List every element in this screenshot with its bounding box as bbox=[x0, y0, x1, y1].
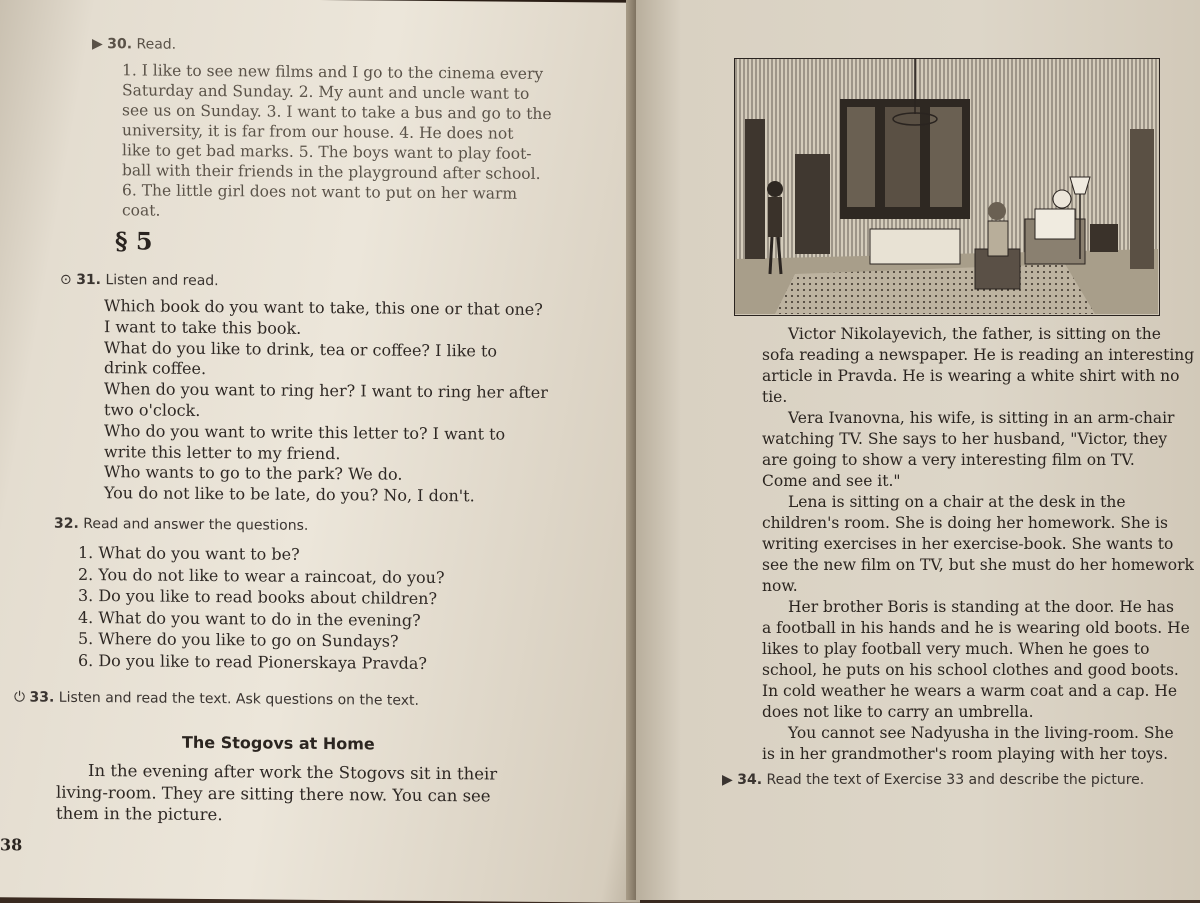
text-line: drink coffee. bbox=[104, 358, 207, 379]
exercise-number: 31. bbox=[76, 271, 101, 289]
exercise-30-heading bbox=[92, 36, 176, 53]
text-line: a football in his hands and he is wearing old boots. He bbox=[762, 619, 1190, 637]
exercise-32-questions bbox=[78, 542, 445, 674]
text-line: university, it is far from our house. 4. He does not bbox=[122, 121, 514, 143]
question-item: 4. What do you want to do in the evening? bbox=[78, 607, 421, 630]
text-line: Lena is sitting on a chair at the desk in the bbox=[788, 493, 1126, 511]
text-line: watching TV. She says to her husband, "Victor, they bbox=[762, 430, 1168, 448]
text-line: tie. bbox=[762, 388, 788, 406]
exercise-instruction: Read and answer the questions. bbox=[83, 515, 309, 534]
text-line: Come and see it." bbox=[762, 472, 901, 490]
text-line: You cannot see Nadyusha in the living-room. She bbox=[788, 724, 1174, 742]
text-line: Who wants to go to the park? We do. bbox=[104, 462, 403, 485]
text-line: I want to take this book. bbox=[104, 316, 302, 338]
exercise-instruction: Read the text of Exercise 33 and describe the picture. bbox=[766, 772, 1145, 788]
text-line: like to get bad marks. 5. The boys want to play foot- bbox=[122, 141, 532, 163]
section-heading: § 5 bbox=[115, 226, 153, 256]
text-line: children's room. She is doing her homework. She is bbox=[762, 514, 1168, 532]
text-line: see us on Sunday. 3. I want to take a bus and go to the bbox=[122, 101, 552, 124]
text-line: coat. bbox=[122, 201, 161, 220]
exercise-number: 32. bbox=[54, 515, 79, 532]
exercise-number: 33. bbox=[29, 689, 55, 706]
text-line: sofa reading a newspaper. He is reading an interesting bbox=[762, 346, 1195, 364]
exercise-number: 34. bbox=[737, 772, 763, 788]
triangle-icon: ▶ bbox=[722, 772, 733, 788]
text-title: The Stogovs at Home bbox=[182, 732, 375, 754]
exercise-instruction: Read. bbox=[136, 36, 177, 53]
listen-icon: ⏻ bbox=[14, 689, 26, 706]
text-line: Which book do you want to take, this one or that one? bbox=[104, 296, 543, 319]
text-line: 1. I like to see new films and I go to the cinema every bbox=[122, 61, 544, 83]
exercise-31-text bbox=[104, 296, 548, 508]
question-item: 6. Do you like to read Pionerskaya Pravda? bbox=[78, 650, 427, 673]
text-line: write this letter to my friend. bbox=[104, 441, 341, 463]
listen-icon: ⊙ bbox=[60, 271, 72, 288]
story-text bbox=[762, 324, 1194, 765]
text-line: Saturday and Sunday. 2. My aunt and uncle want to bbox=[122, 81, 530, 103]
text-line: You do not like to be late, do you? No, I don't. bbox=[104, 483, 475, 506]
text-line: Her brother Boris is standing at the door. He has bbox=[788, 598, 1174, 616]
exercise-31-heading bbox=[60, 272, 219, 289]
text-line: 6. The little girl does not want to put on her warm bbox=[122, 181, 518, 203]
text-line: ball with their friends in the playground after school. bbox=[122, 161, 541, 183]
exercise-34-heading bbox=[722, 772, 1144, 788]
page-number: 38 bbox=[0, 835, 23, 855]
question-item: 1. What do you want to be? bbox=[78, 542, 300, 564]
exercise-instruction: Listen and read. bbox=[105, 272, 219, 290]
exercise-instruction: Listen and read the text. Ask questions on the text. bbox=[58, 689, 419, 709]
text-line: now. bbox=[762, 577, 798, 595]
text-line: see the new film on TV, but she must do her homework bbox=[762, 556, 1194, 574]
text-line: them in the picture. bbox=[56, 803, 223, 825]
question-item: 3. Do you like to read books about children? bbox=[78, 585, 438, 609]
question-item: 2. You do not like to wear a raincoat, do you? bbox=[78, 564, 445, 587]
text-line: What do you like to drink, tea or coffee? I like to bbox=[104, 337, 498, 361]
question-item: 5. Where do you like to go on Sundays? bbox=[78, 628, 399, 651]
triangle-icon: ▶ bbox=[92, 36, 103, 53]
text-line: Vera Ivanovna, his wife, is sitting in an arm-chair bbox=[788, 409, 1175, 427]
exercise-number: 30. bbox=[107, 36, 133, 53]
exercise-33-heading bbox=[14, 689, 419, 709]
text-line: does not like to carry an umbrella. bbox=[762, 703, 1034, 721]
exercise-30-text bbox=[122, 60, 552, 224]
text-line: Victor Nikolayevich, the father, is sitting on the bbox=[788, 325, 1161, 343]
exercise-32-heading bbox=[54, 516, 308, 534]
text-line: living-room. They are sitting there now. You can see bbox=[56, 782, 491, 805]
text-line: writing exercises in her exercise-book. She wants to bbox=[762, 535, 1174, 553]
illustration-drawing bbox=[735, 59, 1158, 314]
text-line: is in her grandmother's room playing with her toys. bbox=[762, 745, 1169, 763]
text-line: In the evening after work the Stogovs sit in their bbox=[88, 760, 498, 784]
text-line: likes to play football very much. When he goes to bbox=[762, 640, 1150, 658]
text-line: article in Pravda. He is wearing a white shirt with no bbox=[762, 367, 1180, 385]
text-line: In cold weather he wears a warm coat and a cap. He bbox=[762, 682, 1178, 700]
text-line: two o'clock. bbox=[104, 400, 201, 420]
text-line: school, he puts on his school clothes and good boots. bbox=[762, 661, 1179, 679]
living-room-illustration bbox=[734, 58, 1160, 316]
exercise-33-text bbox=[56, 760, 497, 828]
text-line: Who do you want to write this letter to? I want to bbox=[104, 420, 506, 444]
text-line: When do you want to ring her? I want to ring her after bbox=[104, 379, 548, 403]
text-line: are going to show a very interesting film on TV. bbox=[762, 451, 1135, 469]
